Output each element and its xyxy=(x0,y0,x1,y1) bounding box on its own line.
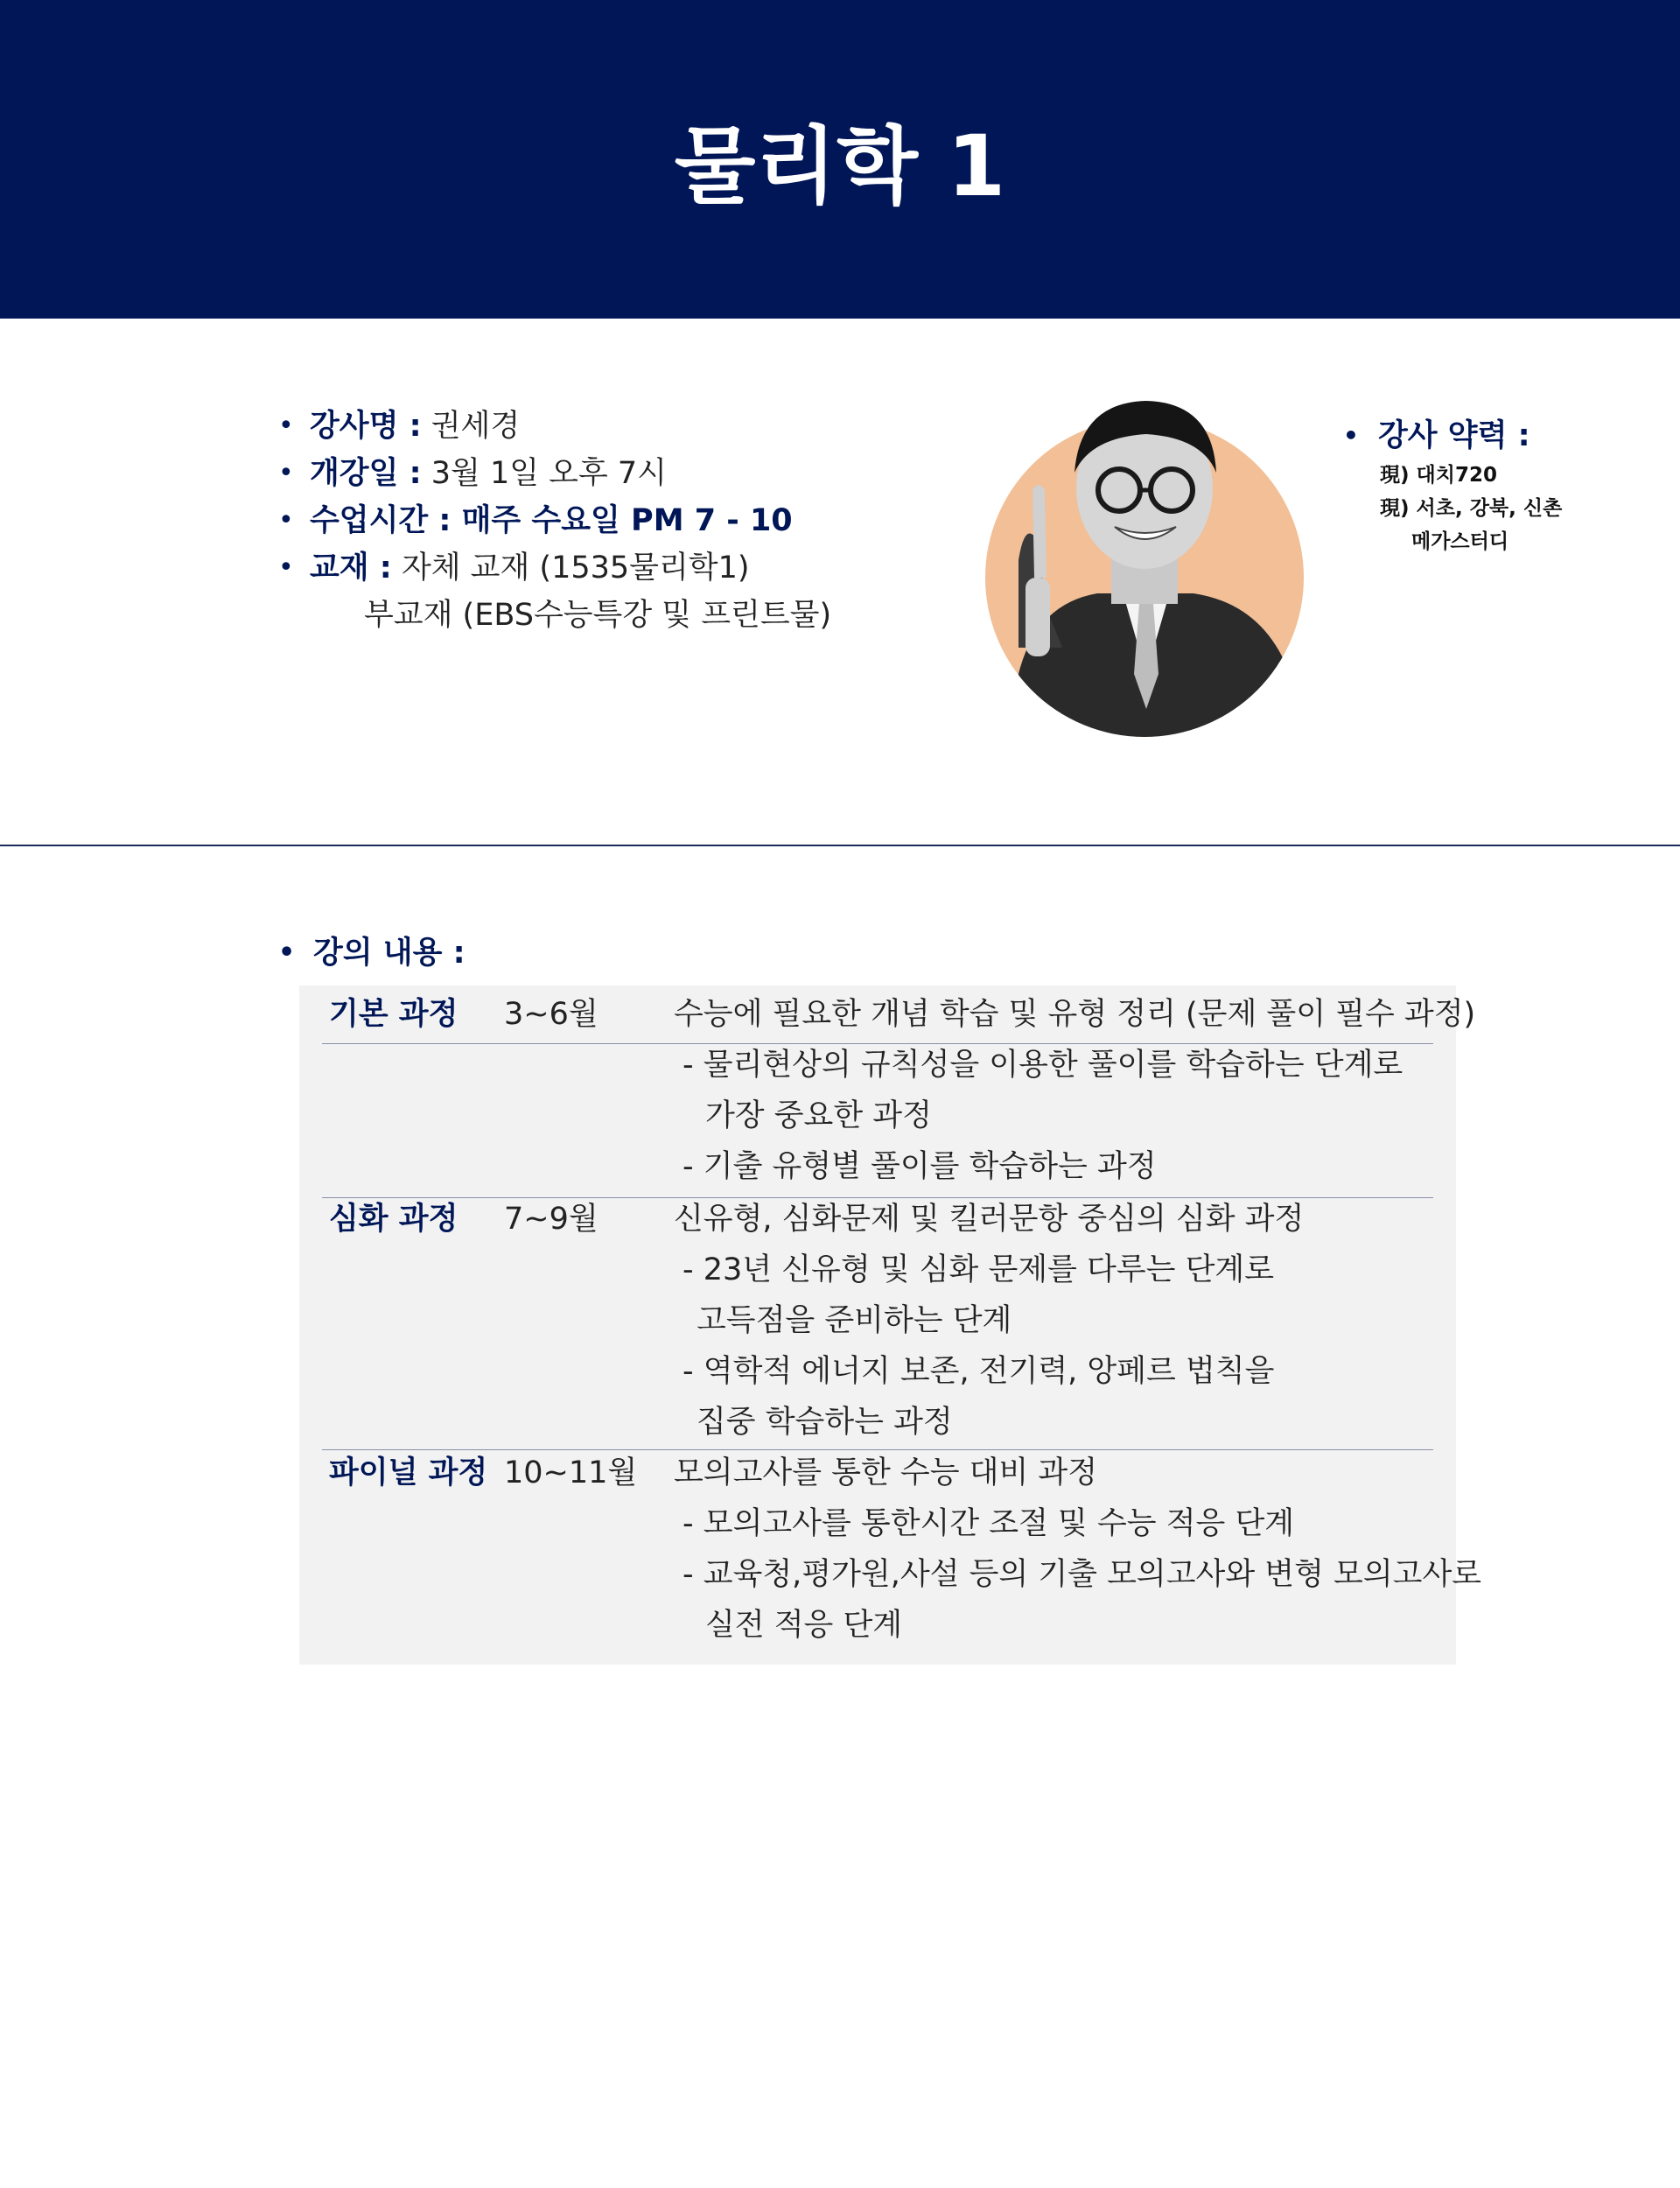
course-description xyxy=(674,1194,1444,1448)
bullet-dot-icon: • xyxy=(278,505,294,536)
section-divider xyxy=(0,845,1680,846)
course-name: 심화 과정 xyxy=(329,1202,458,1237)
course-detail-line: - 물리현상의 규칙성을 이용한 풀이를 학습하는 단계로 xyxy=(682,1048,1404,1083)
start-date-label: 개강일 : xyxy=(310,456,422,491)
course-name: 기본 과정 xyxy=(329,997,458,1032)
course-detail-line: 가장 중요한 과정 xyxy=(705,1098,932,1133)
instructor-value: 권세경 xyxy=(421,409,521,444)
course-summary: 신유형, 심화문제 및 킬러문항 중심의 심화 과정 xyxy=(674,1202,1305,1237)
course-detail-line: - 역학적 에너지 보존, 전기력, 앙페르 법칙을 xyxy=(682,1354,1275,1389)
class-time-label: 수업시간 : xyxy=(310,503,452,538)
row-separator xyxy=(322,1043,1433,1044)
course-name: 파이널 과정 xyxy=(329,1455,488,1490)
start-date-item xyxy=(278,450,891,497)
section-title: 강의 내용 : xyxy=(313,936,466,971)
bullet-dot-icon: • xyxy=(278,937,296,968)
start-date-value: 3월 1일 오후 7시 xyxy=(421,456,667,491)
course-period: 3~6월 xyxy=(504,997,598,1032)
course-description xyxy=(674,989,1476,1192)
textbook-value: 자체 교재 (1535물리학1) xyxy=(391,551,750,586)
bullet-dot-icon: • xyxy=(278,552,294,583)
instructor-portrait xyxy=(984,385,1309,744)
bullet-dot-icon: • xyxy=(278,458,294,488)
page-title: 물리학 1 xyxy=(674,117,1006,215)
career-line: 現) 대치720 xyxy=(1380,464,1497,487)
bullet-dot-icon: • xyxy=(1343,421,1359,450)
course-description xyxy=(674,1448,1482,1651)
instructor-label: 강사명 : xyxy=(310,409,422,444)
course-detail-line: - 교육청,평가원,사설 등의 기출 모의고사와 변형 모의고사로 xyxy=(682,1557,1482,1592)
course-detail-line: - 기출 유형별 풀이를 학습하는 과정 xyxy=(682,1149,1157,1184)
course-detail-line: 집중 학습하는 과정 xyxy=(696,1405,953,1440)
header-banner xyxy=(0,0,1680,319)
class-time-item xyxy=(278,497,891,544)
course-period: 10~11월 xyxy=(504,1455,638,1490)
textbook-label: 교재 : xyxy=(310,551,392,586)
career-block xyxy=(1343,413,1623,558)
course-detail-line: - 모의고사를 통한시간 조절 및 수능 적응 단계 xyxy=(682,1506,1295,1541)
textbook-item xyxy=(278,544,891,592)
course-period: 7~9월 xyxy=(504,1202,598,1237)
section-title-row xyxy=(278,930,466,976)
career-line: 現) 서초, 강북, 신촌 xyxy=(1380,497,1563,520)
bullet-dot-icon: • xyxy=(278,410,294,441)
course-detail-line: 고득점을 준비하는 단계 xyxy=(696,1303,1012,1338)
course-table xyxy=(299,985,1482,1665)
career-line: 메가스터디 xyxy=(1411,530,1509,553)
course-detail-line: 실전 적응 단계 xyxy=(705,1608,903,1643)
career-title: 강사 약력 : xyxy=(1378,418,1530,453)
career-title-row xyxy=(1343,413,1623,459)
course-detail-line: - 23년 신유형 및 심화 문제를 다루는 단계로 xyxy=(682,1252,1275,1287)
course-summary: 수능에 필요한 개념 학습 및 유형 정리 (문제 풀이 필수 과정) xyxy=(674,997,1476,1032)
course-summary: 모의고사를 통한 수능 대비 과정 xyxy=(674,1455,1098,1490)
class-time-value: 매주 수요일 PM 7 - 10 xyxy=(451,503,793,538)
course-info-list xyxy=(278,403,891,639)
instructor-item xyxy=(278,403,891,450)
subtextbook-item: 부교재 (EBS수능특강 및 프린트물) xyxy=(364,598,832,633)
